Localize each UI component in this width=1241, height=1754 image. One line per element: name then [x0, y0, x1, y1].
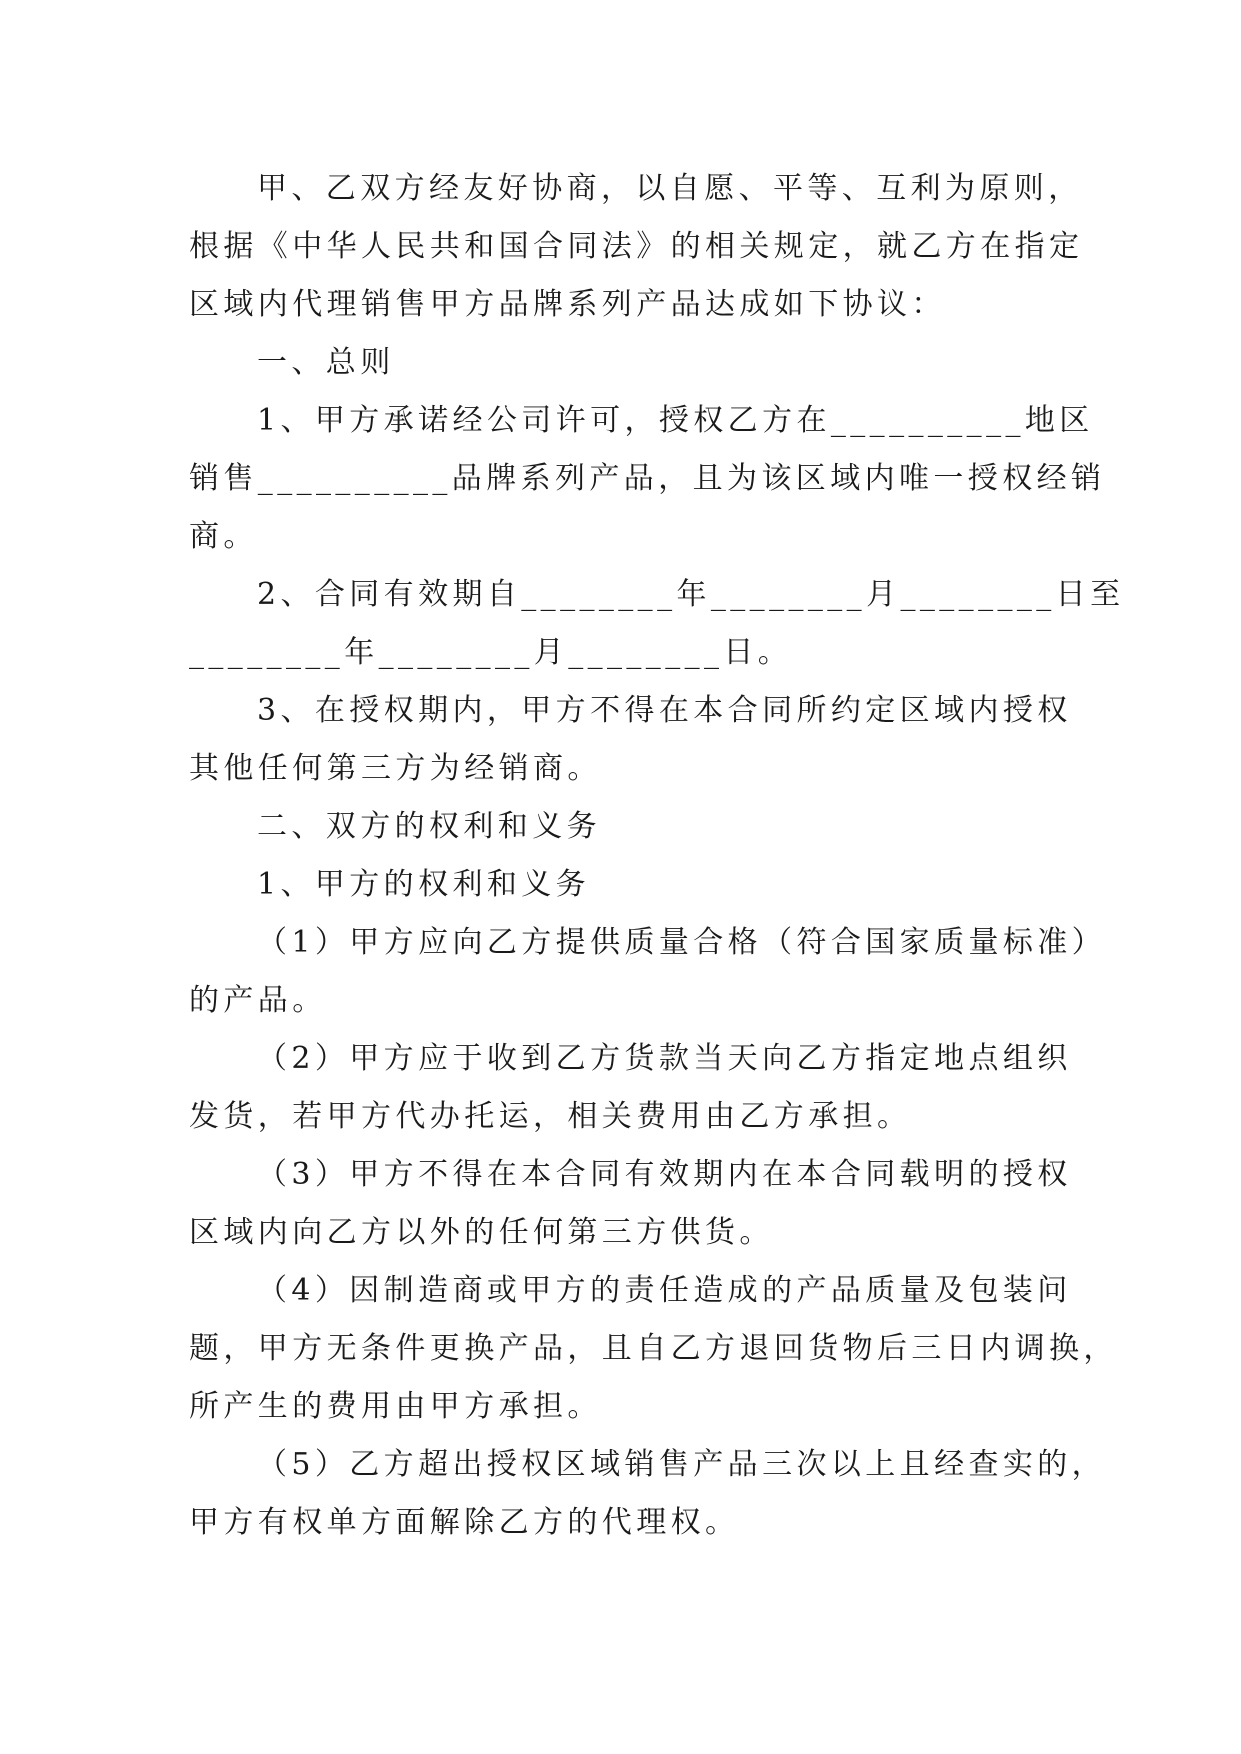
body-line: 甲、乙双方经友好协商，以自愿、平等、互利为原则，	[257, 171, 1083, 206]
body-line: ________年________月________日。	[189, 635, 793, 670]
body-line: （5）乙方超出授权区域销售产品三次以上且经查实的，	[257, 1447, 1107, 1482]
body-line: （4）因制造商或甲方的责任造成的产品质量及包装问	[257, 1273, 1072, 1308]
body-line: 甲方有权单方面解除乙方的代理权。	[189, 1505, 740, 1540]
body-line: 的产品。	[189, 983, 327, 1018]
body-line: 区域内代理销售甲方品牌系列产品达成如下协议：	[189, 287, 946, 322]
body-line: 1、甲方承诺经公司许可，授权乙方在__________地区	[257, 403, 1094, 438]
body-line: 商。	[189, 519, 258, 554]
section-heading: 一、总则	[257, 345, 395, 380]
section-heading: 二、双方的权利和义务	[257, 809, 601, 844]
body-line: 根据《中华人民共和国合同法》的相关规定，就乙方在指定	[189, 229, 1084, 264]
body-line: 其他任何第三方为经销商。	[189, 751, 602, 786]
body-line: 2、合同有效期自________年________月________日至	[257, 577, 1125, 612]
body-line: 发货，若甲方代办托运，相关费用由乙方承担。	[189, 1099, 912, 1134]
document-page	[189, 160, 1125, 1552]
body-line: 题，甲方无条件更换产品，且自乙方退回货物后三日内调换，	[189, 1331, 1118, 1366]
body-line: （2）甲方应于收到乙方货款当天向乙方指定地点组织	[257, 1041, 1072, 1076]
body-line: （3）甲方不得在本合同有效期内在本合同载明的授权	[257, 1157, 1072, 1192]
body-line: 3、在授权期内，甲方不得在本合同所约定区域内授权	[257, 693, 1072, 728]
subsection-heading: 1、甲方的权利和义务	[257, 867, 591, 902]
body-line: （1）甲方应向乙方提供质量合格（符合国家质量标准）	[257, 925, 1107, 960]
body-line: 所产生的费用由甲方承担。	[189, 1389, 602, 1424]
body-line: 区域内向乙方以外的任何第三方供货。	[189, 1215, 774, 1250]
body-line: 销售__________品牌系列产品，且为该区域内唯一授权经销	[189, 461, 1106, 496]
